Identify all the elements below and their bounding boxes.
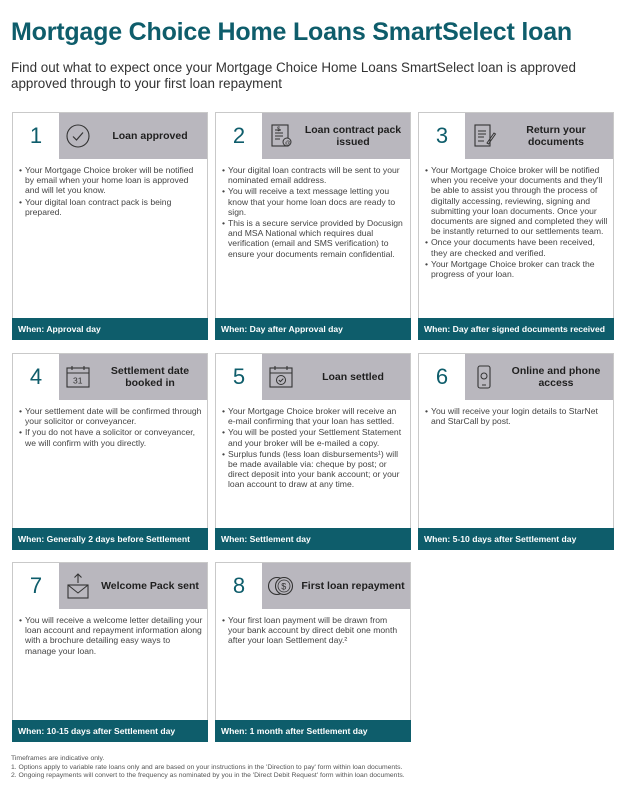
step-when: When: Day after Approval day	[215, 318, 411, 340]
step-bullets	[222, 406, 406, 491]
list-item: • Surplus funds (less loan disbursements¹) will be made available via: cheque by post; or direct deposit into your bank account; or your loan account to draw at any time.	[222, 449, 406, 490]
step-number: 8	[216, 563, 262, 609]
document-pack-icon	[262, 113, 300, 159]
list-item: • You will receive a text message letting you know that your home loan docs are ready to sign.	[222, 186, 406, 217]
list-item: • Your digital loan contracts will be sent to your nominated email address.	[222, 165, 406, 185]
step-card-8	[215, 562, 411, 742]
step-title: Welcome Pack sent	[101, 580, 199, 592]
footnotes	[11, 755, 611, 781]
step-title: Settlement date booked in	[110, 365, 190, 389]
step-number: 5	[216, 354, 262, 400]
step-card-2	[215, 112, 411, 340]
check-circle-icon	[59, 113, 97, 159]
step-number: 7	[13, 563, 59, 609]
step-title: Loan approved	[112, 130, 188, 142]
step-bullets	[222, 615, 406, 647]
step-header	[419, 113, 613, 159]
step-when: When: Day after signed documents received	[418, 318, 614, 340]
step-when: When: Approval day	[12, 318, 208, 340]
footnote-1: 1. Options apply to variable rate loans only and are based on your instructions in the 'Direction to pay' form within loan documents.	[11, 763, 403, 771]
list-item: • If you do not have a solicitor or conveyancer, we will confirm with you directly.	[19, 427, 203, 447]
document-sign-icon	[465, 113, 503, 159]
step-card-1	[12, 112, 208, 340]
step-number: 3	[419, 113, 465, 159]
calendar-icon	[59, 354, 97, 400]
page-title: Mortgage Choice Home Loans SmartSelect loan	[11, 18, 572, 46]
list-item: • This is a secure service provided by Docusign and MSA National which requires dual verification (email and SMS verification) to ensure your documents remain confidential.	[222, 218, 406, 259]
step-when: When: Generally 2 days before Settlement	[12, 528, 208, 550]
page-subtitle: Find out what to expect once your Mortgage Choice Home Loans SmartSelect loan is approved approved through to your first loan repayment	[11, 60, 576, 91]
step-header	[216, 354, 410, 400]
step-header	[13, 354, 207, 400]
step-when: When: Settlement day	[215, 528, 411, 550]
step-header	[216, 563, 410, 609]
calendar-check-icon	[262, 354, 300, 400]
list-item: • Your Mortgage Choice broker will be notified when you receive your documents and they'll be able to assist you through the process of digitally accessing, reviewing, signing and submitting your loan documents. Once your documents are signed and completed they will be instantly returned to our settlements team.	[425, 165, 609, 236]
step-bullets	[19, 406, 203, 449]
step-header	[13, 563, 207, 609]
step-number: 2	[216, 113, 262, 159]
list-item: • Your settlement date will be confirmed through your solicitor or conveyancer.	[19, 406, 203, 426]
list-item: • You will receive a welcome letter detailing your loan account and repayment information along with a brochure detailing easy ways to manage your loan.	[19, 615, 203, 656]
step-bullets	[19, 615, 203, 657]
step-title: Loan settled	[322, 371, 384, 383]
footnote-intro: Timeframes are indicative only.	[11, 755, 105, 762]
list-item: • You will receive your login details to StarNet and StarCall by post.	[425, 406, 609, 426]
list-item: • Your Mortgage Choice broker can track the progress of your loan.	[425, 259, 609, 279]
list-item: • Your first loan payment will be drawn from your bank account by direct debit one month after your loan Settlement day.²	[222, 615, 406, 646]
step-header	[13, 113, 207, 159]
phone-icon	[465, 354, 503, 400]
svg-text:$: $	[281, 581, 287, 592]
svg-text:@: @	[285, 140, 291, 147]
step-card-5	[215, 353, 411, 550]
step-number: 1	[13, 113, 59, 159]
step-number: 4	[13, 354, 59, 400]
step-card-6	[418, 353, 614, 550]
step-title: Online and phone access	[511, 365, 601, 389]
calendar-day: 31	[73, 375, 83, 386]
step-when: When: 5-10 days after Settlement day	[418, 528, 614, 550]
step-card-3	[418, 112, 614, 340]
step-title: First loan repayment	[301, 580, 405, 592]
step-header	[216, 113, 410, 159]
step-bullets	[425, 165, 609, 280]
list-item: • You will be posted your Settlement Statement and your broker will be e-mailed a copy.	[222, 427, 406, 447]
step-title: Return your documents	[526, 124, 586, 148]
step-when: When: 10-15 days after Settlement day	[12, 720, 208, 742]
step-when: When: 1 month after Settlement day	[215, 720, 411, 742]
step-bullets	[222, 165, 406, 260]
step-card-4	[12, 353, 208, 550]
step-card-7	[12, 562, 208, 742]
coins-icon	[262, 563, 300, 609]
step-number: 6	[419, 354, 465, 400]
list-item: • Your digital loan contract pack is being prepared.	[19, 197, 203, 217]
step-header	[419, 354, 613, 400]
step-title: Loan contract pack issued	[304, 124, 402, 148]
list-item: • Your Mortgage Choice broker will receive an e-mail confirming that your loan has settled.	[222, 406, 406, 426]
list-item: • Your Mortgage Choice broker will be notified by email when your home loan is approved and will let you know.	[19, 165, 203, 196]
footnote-2: 2. Ongoing repayments will convert to the frequency as nominated by you in the 'Direct Debit Request' form within loan documents.	[11, 772, 405, 780]
step-bullets	[425, 406, 609, 427]
svg-text:$: $	[277, 127, 281, 133]
envelope-icon	[59, 563, 97, 609]
step-bullets	[19, 165, 203, 218]
list-item: • Once your documents have been received, they are checked and verified.	[425, 237, 609, 257]
